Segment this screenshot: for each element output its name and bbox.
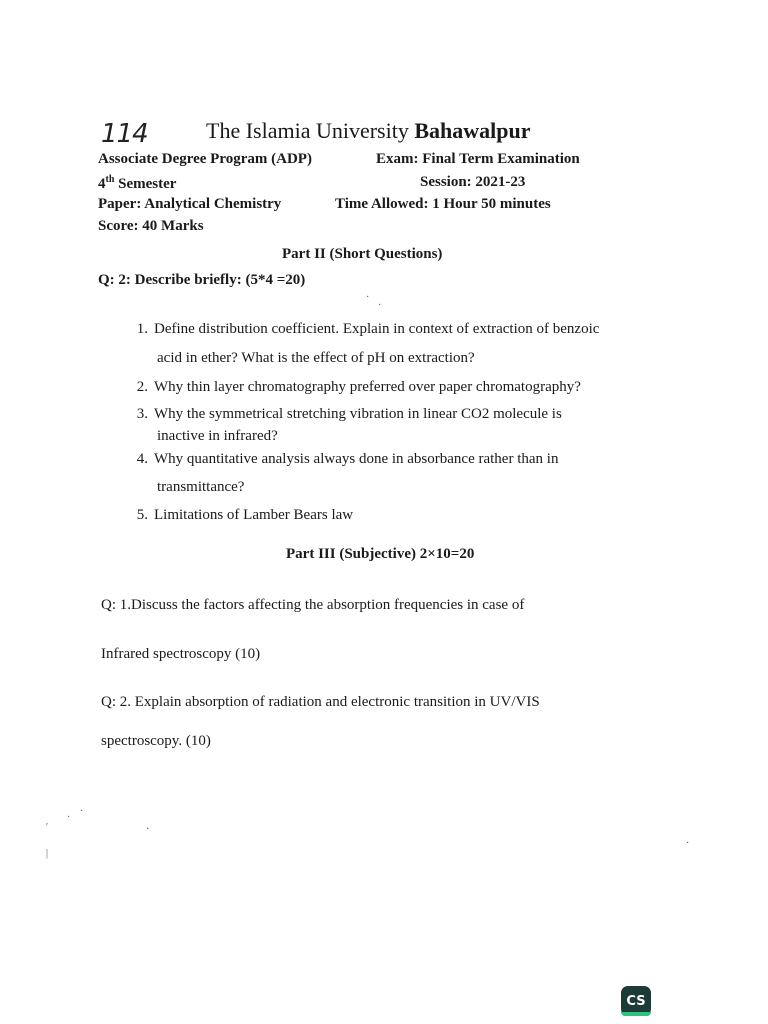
scan-speck: · [146, 824, 150, 835]
item-text: Define distribution coefficient. Explain in context of extraction of benzoic [154, 321, 600, 337]
paper-label: Paper: Analytical Chemistry [98, 196, 282, 212]
camscanner-logo-bar [621, 1012, 651, 1016]
university-name: The Islamia University [206, 118, 415, 143]
item-number: 4. [136, 451, 148, 467]
semester-word: Semester [114, 176, 177, 192]
scan-speck: · [686, 838, 690, 849]
scan-speck: ' [46, 822, 48, 833]
item-text: Limitations of Lamber Bears law [154, 507, 354, 523]
score-label: Score: 40 Marks [98, 218, 204, 234]
handwritten-page-number: 114 [101, 119, 148, 149]
item-number: 3. [136, 406, 148, 422]
university-title [206, 118, 531, 144]
subjective-question-1-continuation: Infrared spectroscopy (10) [101, 646, 261, 662]
subjective-question-2: Q: 2. Explain absorption of radiation and electronic transition in UV/VIS [101, 694, 540, 710]
semester-suffix: th [105, 174, 115, 185]
semester-label [98, 174, 176, 193]
list-item [126, 321, 599, 338]
part2-question: Q: 2: Describe briefly: (5*4 =20) [98, 272, 306, 288]
item-text: Why thin layer chromatography preferred over paper chromatography? [154, 379, 581, 395]
scan-speck: | [46, 848, 49, 859]
list-item-continuation: transmittance? [157, 479, 245, 495]
list-item-continuation: acid in ether? What is the effect of pH on extraction? [157, 350, 475, 366]
university-city: Bahawalpur [414, 118, 531, 143]
item-number: 2. [136, 379, 148, 395]
subjective-question-2-continuation: spectroscopy. (10) [101, 733, 211, 749]
item-number: 1. [136, 321, 148, 337]
session-label: Session: 2021-23 [420, 174, 526, 190]
list-item [126, 451, 558, 468]
semester-number: 4 [98, 176, 106, 192]
subjective-question-1: Q: 1.Discuss the factors affecting the absorption frequencies in case of [101, 597, 525, 613]
scan-speck: · [80, 806, 84, 817]
list-item-continuation: inactive in infrared? [157, 428, 278, 444]
exam-label: Exam: Final Term Examination [376, 151, 580, 167]
scan-speck: · [366, 292, 370, 303]
part2-heading: Part II (Short Questions) [282, 246, 443, 262]
time-allowed-label: Time Allowed: 1 Hour 50 minutes [335, 196, 551, 212]
camscanner-logo-text: CS [626, 993, 646, 1009]
item-text: Why the symmetrical stretching vibration in linear CO2 molecule is [154, 406, 562, 422]
item-number: 5. [136, 507, 148, 523]
program-label: Associate Degree Program (ADP) [98, 151, 312, 167]
item-text: Why quantitative analysis always done in absorbance rather than in [154, 451, 559, 467]
list-item [126, 379, 581, 396]
list-item [126, 406, 562, 423]
list-item [126, 507, 353, 524]
part3-heading: Part III (Subjective) 2×10=20 [286, 546, 475, 562]
scan-speck: · [67, 812, 71, 823]
scan-speck: · [378, 300, 382, 311]
